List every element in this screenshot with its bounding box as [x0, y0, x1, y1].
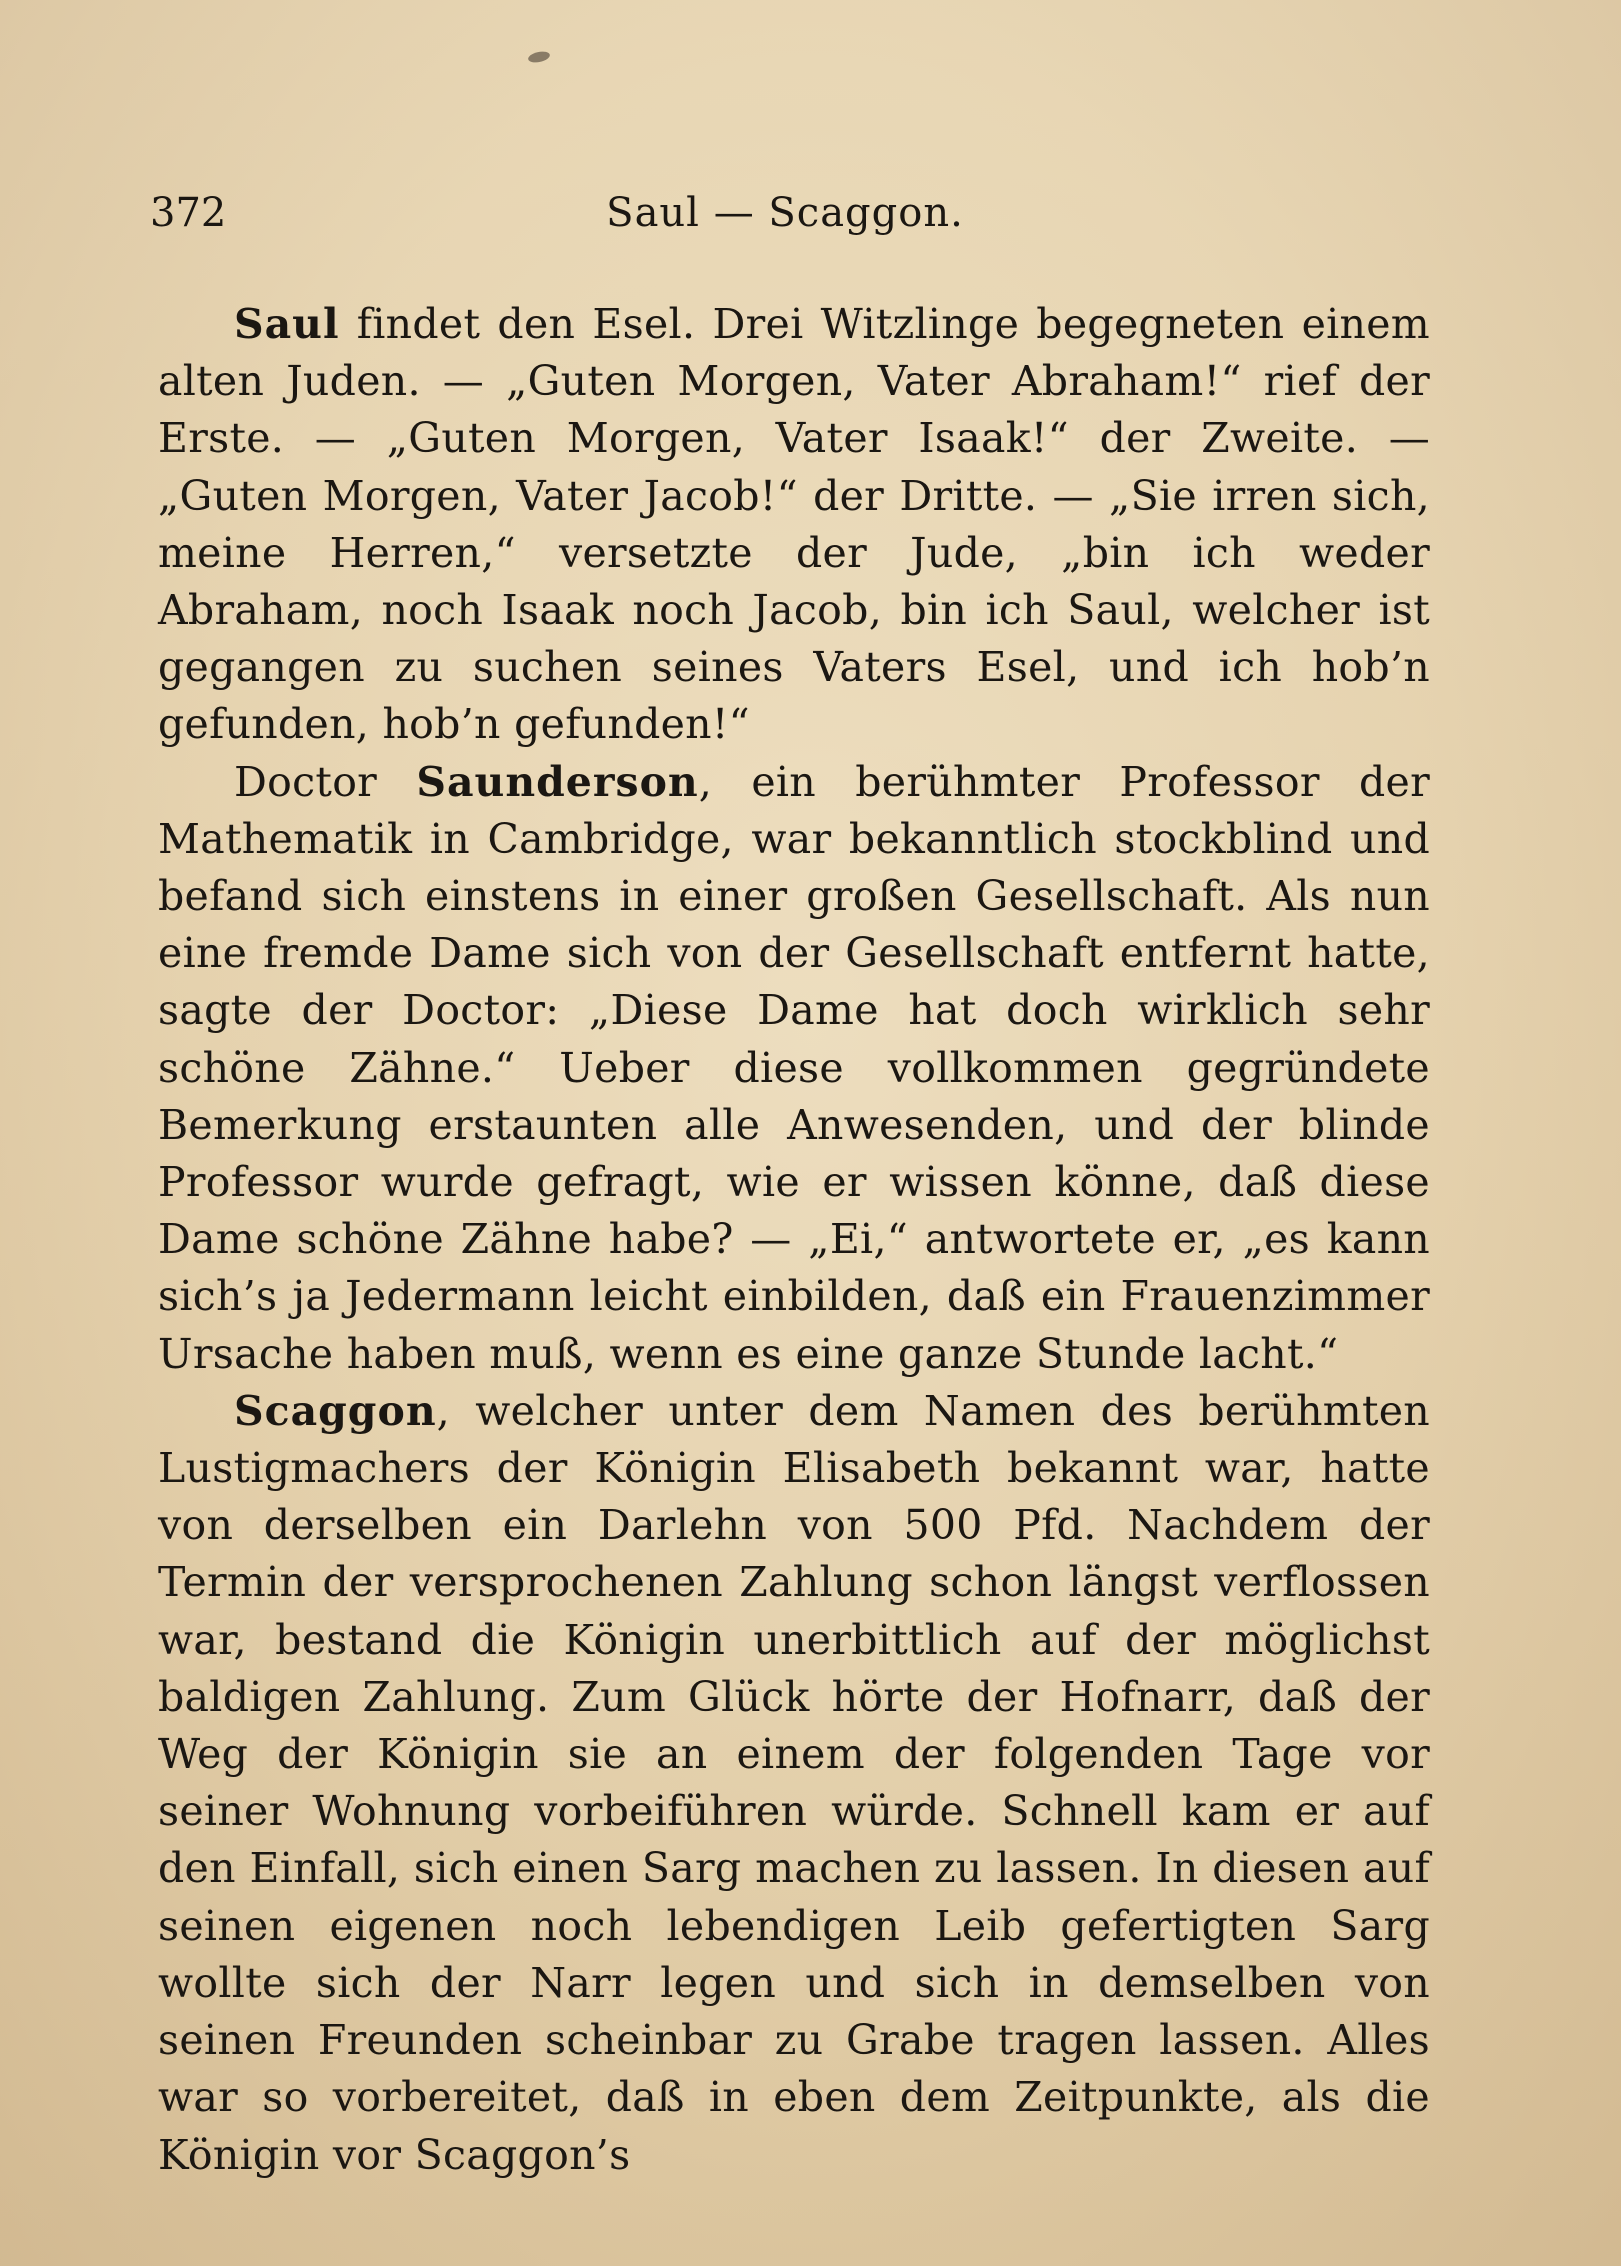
paragraph-saunderson	[158, 754, 1430, 1383]
entry-heading: Saunderson	[416, 757, 699, 806]
paragraph-text: , ein berühmter Professor der Mathematik in Cambridge, war bekanntlich stockblind und befand sich einstens in einer großen Gesellschaft. Als nun eine fremde Dame sich von der Gesellschaft entfernt hatte, sagte der Doctor: „Diese Dame hat doch wirklich sehr schöne Zähne.“ Ueber diese vollkommen gegründete Bemerkung erstaunten alle Anwesenden, und der blinde Professor wurde gefragt, wie er wissen könne, daß diese Dame schöne Zähne habe? — „Ei,“ antwortete er, „es kann sich’s ja Jedermann leicht einbilden, daß ein Frauenzimmer Ursache haben muß, wenn es eine ganze Stunde lacht.“	[158, 757, 1430, 1378]
running-title: Saul — Scaggon.	[606, 190, 964, 236]
paragraph-text: findet den Esel. Drei Witzlinge begegneten einem alten Juden. — „Guten Morgen, Vater Abraham!“ rief der Erste. — „Guten Morgen, Vater Isaak!“ der Zweite. — „Guten Morgen, Vater Jacob!“ der Dritte. — „Sie irren sich, meine Herren,“ versetzte der Jude, „bin ich weder Abraham, noch Isaak noch Jacob, bin ich Saul, welcher ist gegangen zu suchen seines Vaters Esel, und ich hob’n gefunden, hob’n gefunden!“	[158, 300, 1430, 749]
paragraph-scaggon	[158, 1383, 1430, 2184]
paragraph-lead: Doctor	[234, 757, 417, 806]
paragraph-saul	[158, 296, 1430, 754]
ink-smudge	[527, 50, 551, 64]
entry-heading: Scaggon	[234, 1386, 437, 1435]
entry-heading: Saul	[234, 300, 340, 348]
body-text	[158, 296, 1430, 2184]
page-number: 372	[150, 190, 227, 236]
page-header	[150, 178, 1430, 248]
paragraph-text: , welcher unter dem Namen des berühmten Lustigmachers der Königin Elisabeth bekannt war, hatte von derselben ein Darlehn von 500 Pfd. Nachdem der Termin der versprochenen Zahlung schon längst verflossen war, bestand die Königin unerbittlich auf der möglichst baldigen Zahlung. Zum Glück hörte der Hofnarr, daß der Weg der Königin sie an einem der folgenden Tage vor seiner Wohnung vorbeiführen würde. Schnell kam er auf den Einfall, sich einen Sarg machen zu lassen. In diesen auf seinen eigenen noch lebendigen Leib gefertigten Sarg wollte sich der Narr legen und sich in demselben von seinen Freunden scheinbar zu Grabe tragen lassen. Alles war so vorbereitet, daß in eben dem Zeitpunkte, als die Königin vor Scaggon’s	[158, 1386, 1430, 2179]
